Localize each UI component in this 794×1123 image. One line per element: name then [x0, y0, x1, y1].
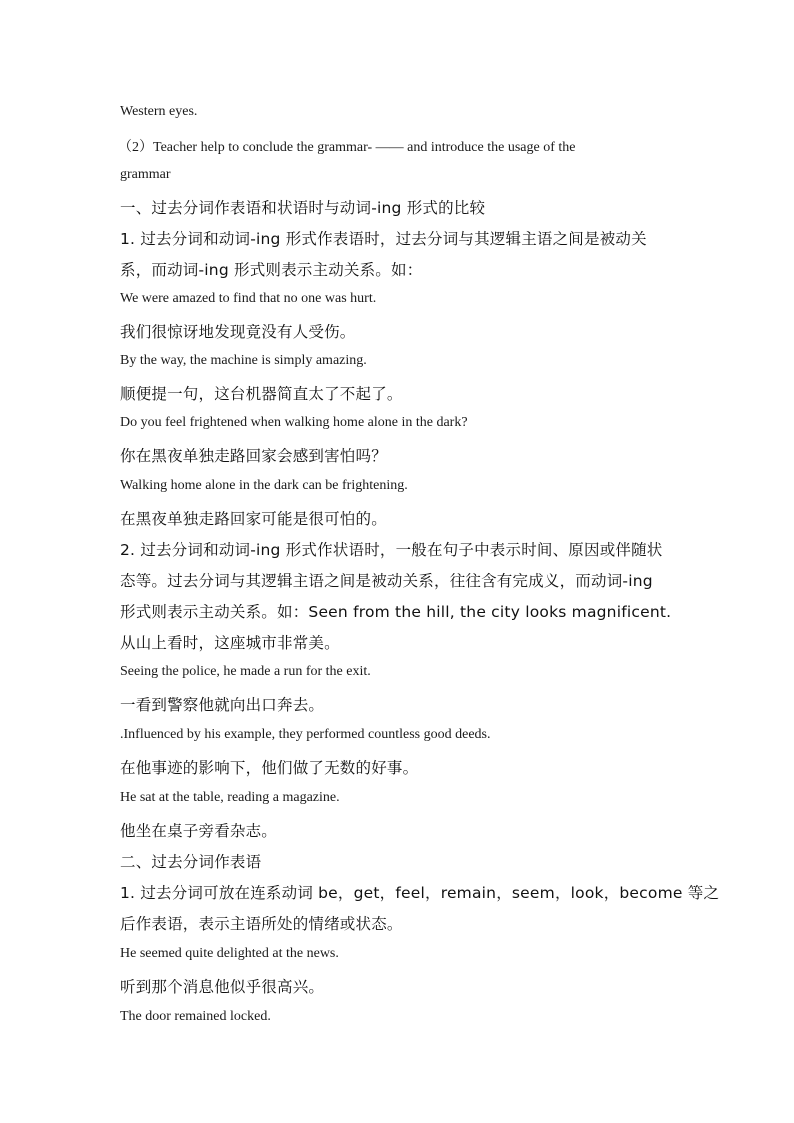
text-line: 1. 过去分词可放在连系动词 be，get，feel，remain，seem，look，become 等之: [120, 884, 720, 902]
text-line: By the way, the machine is simply amazing.: [120, 353, 367, 368]
text-line: The door remained locked.: [120, 1009, 271, 1024]
section-heading: 一、过去分词作表语和状语时与动词-ing 形式的比较: [120, 199, 486, 217]
text-line: 后作表语，表示主语所处的情绪或状态。: [120, 915, 403, 933]
text-line: Walking home alone in the dark can be frightening.: [120, 478, 408, 493]
text-line: He sat at the table, reading a magazine.: [120, 790, 340, 805]
text-line: 他坐在桌子旁看杂志。: [120, 822, 278, 840]
text-line: 顺便提一句，这台机器简直太了不起了。: [120, 385, 403, 403]
text-line: .Influenced by his example, they performed countless good deeds.: [120, 727, 491, 742]
text-line: He seemed quite delighted at the news.: [120, 946, 339, 961]
text-line: 一看到警察他就向出口奔去。: [120, 696, 325, 714]
text-line: grammar: [120, 167, 171, 182]
text-line: 听到那个消息他似乎很高兴。: [120, 978, 325, 996]
text-line: Seeing the police, he made a run for the exit.: [120, 664, 371, 679]
text-line: Do you feel frightened when walking home alone in the dark?: [120, 415, 468, 430]
text-line: 在他事迹的影响下，他们做了无数的好事。: [120, 759, 419, 777]
text-line: 系，而动词-ing 形式则表示主动关系。如：: [120, 261, 423, 279]
text-line: We were amazed to find that no one was hurt.: [120, 291, 377, 306]
text-line: Western eyes.: [120, 104, 198, 119]
text-line: 我们很惊讶地发现竟没有人受伤。: [120, 323, 356, 341]
text-line: 2. 过去分词和动词-ing 形式作状语时，一般在句子中表示时间、原因或伴随状: [120, 541, 663, 559]
text-line: 态等。过去分词与其逻辑主语之间是被动关系，往往含有完成义，而动词-ing: [120, 572, 653, 590]
text-line: 1. 过去分词和动词-ing 形式作表语时，过去分词与其逻辑主语之间是被动关: [120, 230, 647, 248]
text-line: 形式则表示主动关系。如：Seen from the hill, the city looks magnificent.: [120, 603, 672, 621]
text-line: 从山上看时，这座城市非常美。: [120, 634, 340, 652]
text-line: （2）Teacher help to conclude the grammar- —— and introduce the usage of the: [118, 140, 576, 155]
section-heading: 二、过去分词作表语: [120, 853, 262, 871]
text-line: 在黑夜单独走路回家可能是很可怕的。: [120, 510, 387, 528]
text-line: 你在黑夜单独走路回家会感到害怕吗？: [120, 447, 387, 465]
